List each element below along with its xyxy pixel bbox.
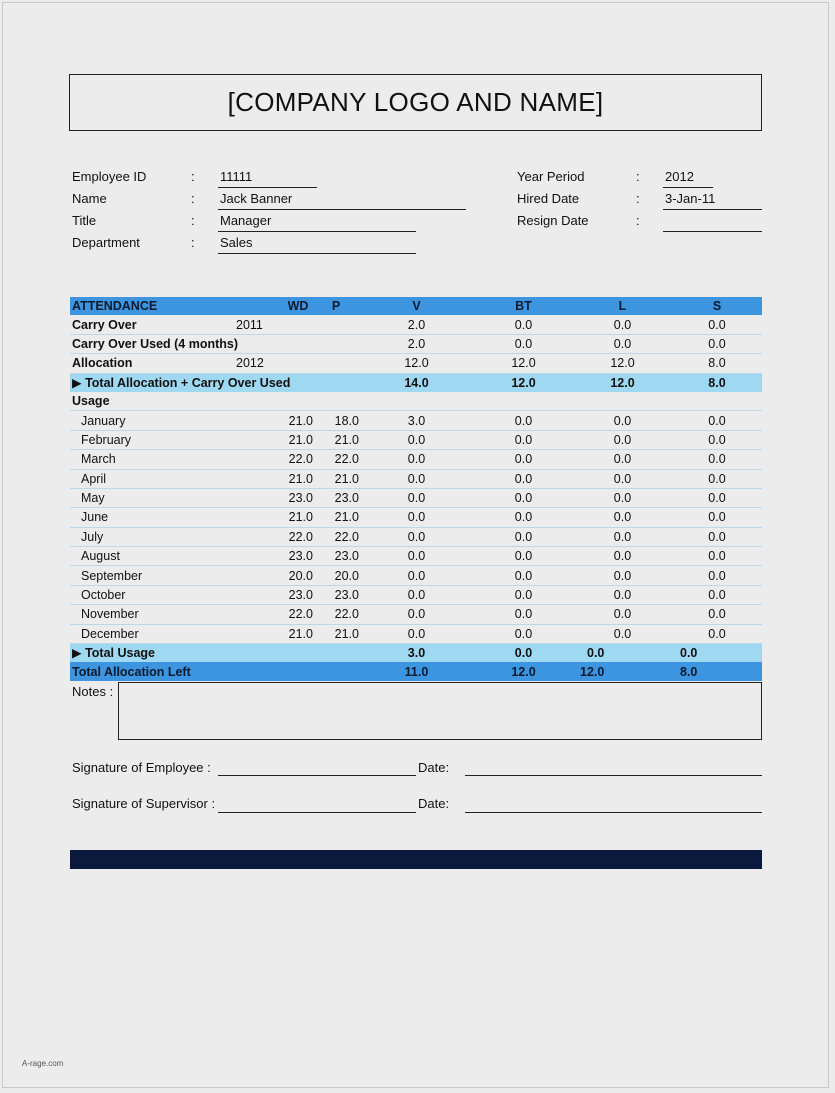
month-l: 0.0 bbox=[573, 469, 672, 488]
month-name: June bbox=[70, 508, 215, 527]
month-s: 0.0 bbox=[672, 488, 762, 507]
month-v: 0.0 bbox=[359, 585, 474, 604]
hired-date-field[interactable]: 3-Jan-11 bbox=[663, 190, 762, 210]
carry-over-used-s: 0.0 bbox=[672, 334, 762, 353]
month-name: October bbox=[70, 585, 215, 604]
year-period-label: Year Period bbox=[517, 169, 585, 184]
allocation-left-l: 12.0 bbox=[573, 662, 672, 680]
total-usage-row bbox=[70, 644, 762, 663]
allocation-row bbox=[70, 354, 762, 373]
month-l: 0.0 bbox=[573, 566, 672, 585]
month-v: 0.0 bbox=[359, 430, 474, 449]
month-bt: 0.0 bbox=[474, 547, 573, 566]
month-p: 22.0 bbox=[313, 527, 359, 546]
month-s: 0.0 bbox=[672, 469, 762, 488]
header-p: P bbox=[313, 297, 359, 315]
year-period-field[interactable]: 2012 bbox=[663, 168, 713, 188]
header-wd: WD bbox=[283, 297, 313, 315]
month-name: July bbox=[70, 527, 215, 546]
month-bt: 0.0 bbox=[474, 488, 573, 507]
month-p: 18.0 bbox=[313, 411, 359, 430]
month-name: January bbox=[70, 411, 215, 430]
allocation-v: 12.0 bbox=[359, 354, 474, 373]
month-name: May bbox=[70, 488, 215, 507]
carry-over-v: 2.0 bbox=[359, 315, 474, 334]
month-v: 0.0 bbox=[359, 469, 474, 488]
allocation-left-v: 11.0 bbox=[359, 662, 474, 680]
month-p: 23.0 bbox=[313, 547, 359, 566]
month-s: 0.0 bbox=[672, 527, 762, 546]
total-usage-label: ▶ Total Usage bbox=[70, 644, 359, 663]
supervisor-date-line[interactable] bbox=[465, 812, 762, 813]
month-s: 0.0 bbox=[672, 411, 762, 430]
carry-over-label: Carry Over bbox=[70, 315, 215, 334]
carry-over-year: 2011 bbox=[215, 315, 283, 334]
name-field[interactable]: Jack Banner bbox=[218, 190, 466, 210]
employee-signature-label: Signature of Employee : bbox=[72, 760, 211, 775]
title-field[interactable]: Manager bbox=[218, 212, 416, 232]
month-bt: 0.0 bbox=[474, 527, 573, 546]
usage-label: Usage bbox=[70, 392, 215, 411]
month-bt: 0.0 bbox=[474, 469, 573, 488]
month-p: 21.0 bbox=[313, 624, 359, 643]
month-wd: 22.0 bbox=[283, 605, 313, 624]
allocation-l: 12.0 bbox=[573, 354, 672, 373]
employee-id-field[interactable]: 11111 bbox=[218, 168, 317, 188]
month-name: September bbox=[70, 566, 215, 585]
name-row bbox=[0, 190, 835, 208]
carry-over-used-v: 2.0 bbox=[359, 334, 474, 353]
total-usage-bt: 0.0 bbox=[474, 644, 573, 663]
total-allocation-bt: 12.0 bbox=[474, 373, 573, 392]
month-wd: 20.0 bbox=[283, 566, 313, 585]
notes-label: Notes : bbox=[72, 684, 114, 699]
carry-over-used-row bbox=[70, 334, 762, 353]
month-s: 0.0 bbox=[672, 547, 762, 566]
hired-date-label: Hired Date bbox=[517, 191, 580, 206]
header-bt: BT bbox=[474, 297, 573, 315]
month-p: 22.0 bbox=[313, 450, 359, 469]
month-bt: 0.0 bbox=[474, 508, 573, 527]
carry-over-used-l: 0.0 bbox=[573, 334, 672, 353]
month-bt: 0.0 bbox=[474, 430, 573, 449]
month-v: 0.0 bbox=[359, 547, 474, 566]
month-row bbox=[70, 547, 762, 566]
allocation-label: Allocation bbox=[70, 354, 215, 373]
title-row bbox=[0, 212, 835, 230]
resign-date-label: Resign Date bbox=[517, 213, 589, 228]
month-v: 0.0 bbox=[359, 488, 474, 507]
department-field[interactable]: Sales bbox=[218, 234, 416, 254]
month-wd: 21.0 bbox=[283, 430, 313, 449]
resign-date-field[interactable] bbox=[663, 212, 762, 232]
department-label: Department bbox=[72, 235, 140, 250]
employee-id-row bbox=[0, 168, 835, 186]
month-v: 3.0 bbox=[359, 411, 474, 430]
month-row bbox=[70, 527, 762, 546]
carry-over-row bbox=[70, 315, 762, 334]
attendance-table bbox=[70, 297, 762, 681]
month-l: 0.0 bbox=[573, 624, 672, 643]
month-p: 20.0 bbox=[313, 566, 359, 585]
allocation-left-row bbox=[70, 662, 762, 680]
month-bt: 0.0 bbox=[474, 585, 573, 604]
month-row bbox=[70, 450, 762, 469]
supervisor-date-label: Date: bbox=[418, 796, 450, 811]
month-l: 0.0 bbox=[573, 488, 672, 507]
month-s: 0.0 bbox=[672, 585, 762, 604]
company-logo-placeholder bbox=[69, 74, 762, 131]
footer-bar bbox=[70, 850, 762, 869]
month-l: 0.0 bbox=[573, 411, 672, 430]
month-p: 21.0 bbox=[313, 469, 359, 488]
colon: : bbox=[636, 169, 640, 184]
month-bt: 0.0 bbox=[474, 624, 573, 643]
total-allocation-label: ▶ Total Allocation + Carry Over Used bbox=[70, 373, 359, 392]
month-wd: 23.0 bbox=[283, 547, 313, 566]
header-l: L bbox=[573, 297, 672, 315]
month-row bbox=[70, 488, 762, 507]
month-wd: 21.0 bbox=[283, 508, 313, 527]
month-row bbox=[70, 624, 762, 643]
employee-date-line[interactable] bbox=[465, 775, 762, 776]
month-bt: 0.0 bbox=[474, 411, 573, 430]
month-row bbox=[70, 508, 762, 527]
colon: : bbox=[191, 169, 195, 184]
month-p: 21.0 bbox=[313, 430, 359, 449]
colon: : bbox=[191, 235, 195, 250]
month-row bbox=[70, 430, 762, 449]
month-row bbox=[70, 411, 762, 430]
employee-date-label: Date: bbox=[418, 760, 450, 775]
supervisor-signature-label: Signature of Supervisor : bbox=[72, 796, 216, 811]
total-allocation-row bbox=[70, 373, 762, 392]
carry-over-l: 0.0 bbox=[573, 315, 672, 334]
month-wd: 23.0 bbox=[283, 585, 313, 604]
month-p: 23.0 bbox=[313, 585, 359, 604]
month-row bbox=[70, 585, 762, 604]
month-v: 0.0 bbox=[359, 624, 474, 643]
month-s: 0.0 bbox=[672, 508, 762, 527]
title-label: Title bbox=[72, 213, 97, 228]
allocation-left-label: Total Allocation Left bbox=[70, 662, 359, 680]
colon: : bbox=[636, 213, 640, 228]
usage-heading-row bbox=[70, 392, 762, 411]
month-name: November bbox=[70, 605, 215, 624]
month-row bbox=[70, 469, 762, 488]
month-l: 0.0 bbox=[573, 547, 672, 566]
month-wd: 21.0 bbox=[283, 624, 313, 643]
month-wd: 22.0 bbox=[283, 450, 313, 469]
month-v: 0.0 bbox=[359, 605, 474, 624]
month-row bbox=[70, 566, 762, 585]
month-bt: 0.0 bbox=[474, 450, 573, 469]
month-s: 0.0 bbox=[672, 430, 762, 449]
carry-over-s: 0.0 bbox=[672, 315, 762, 334]
month-wd: 23.0 bbox=[283, 488, 313, 507]
total-usage-v: 3.0 bbox=[359, 644, 474, 663]
month-l: 0.0 bbox=[573, 585, 672, 604]
attendance-header-row bbox=[70, 297, 762, 315]
allocation-bt: 12.0 bbox=[474, 354, 573, 373]
month-name: August bbox=[70, 547, 215, 566]
allocation-year: 2012 bbox=[215, 354, 283, 373]
month-l: 0.0 bbox=[573, 605, 672, 624]
total-allocation-v: 14.0 bbox=[359, 373, 474, 392]
month-wd: 21.0 bbox=[283, 411, 313, 430]
month-s: 0.0 bbox=[672, 566, 762, 585]
logo-text: [COMPANY LOGO AND NAME] bbox=[227, 87, 604, 117]
total-allocation-l: 12.0 bbox=[573, 373, 672, 392]
watermark: A-rage.com bbox=[22, 1059, 64, 1068]
month-l: 0.0 bbox=[573, 508, 672, 527]
total-usage-s: 0.0 bbox=[672, 644, 762, 663]
total-allocation-s: 8.0 bbox=[672, 373, 762, 392]
month-v: 0.0 bbox=[359, 508, 474, 527]
employee-id-label: Employee ID bbox=[72, 169, 147, 184]
colon: : bbox=[636, 191, 640, 206]
name-label: Name bbox=[72, 191, 107, 206]
month-p: 23.0 bbox=[313, 488, 359, 507]
month-p: 21.0 bbox=[313, 508, 359, 527]
notes-box[interactable] bbox=[118, 682, 762, 740]
month-name: March bbox=[70, 450, 215, 469]
header-attendance: ATTENDANCE bbox=[70, 297, 215, 315]
month-s: 0.0 bbox=[672, 450, 762, 469]
month-bt: 0.0 bbox=[474, 605, 573, 624]
allocation-left-bt: 12.0 bbox=[474, 662, 573, 680]
month-row bbox=[70, 605, 762, 624]
month-s: 0.0 bbox=[672, 605, 762, 624]
month-l: 0.0 bbox=[573, 450, 672, 469]
month-wd: 21.0 bbox=[283, 469, 313, 488]
month-bt: 0.0 bbox=[474, 566, 573, 585]
month-l: 0.0 bbox=[573, 430, 672, 449]
month-l: 0.0 bbox=[573, 527, 672, 546]
month-v: 0.0 bbox=[359, 566, 474, 585]
carry-over-used-bt: 0.0 bbox=[474, 334, 573, 353]
department-row bbox=[0, 234, 835, 252]
total-usage-l: 0.0 bbox=[573, 644, 672, 663]
supervisor-signature-line[interactable] bbox=[218, 812, 416, 813]
month-v: 0.0 bbox=[359, 450, 474, 469]
allocation-s: 8.0 bbox=[672, 354, 762, 373]
month-wd: 22.0 bbox=[283, 527, 313, 546]
allocation-left-s: 8.0 bbox=[672, 662, 762, 680]
colon: : bbox=[191, 191, 195, 206]
month-v: 0.0 bbox=[359, 527, 474, 546]
month-s: 0.0 bbox=[672, 624, 762, 643]
colon: : bbox=[191, 213, 195, 228]
carry-over-used-label: Carry Over Used (4 months) bbox=[70, 334, 313, 353]
header-s: S bbox=[672, 297, 762, 315]
employee-signature-line[interactable] bbox=[218, 775, 416, 776]
carry-over-bt: 0.0 bbox=[474, 315, 573, 334]
month-name: April bbox=[70, 469, 215, 488]
month-name: February bbox=[70, 430, 215, 449]
month-name: December bbox=[70, 624, 215, 643]
header-v: V bbox=[359, 297, 474, 315]
month-p: 22.0 bbox=[313, 605, 359, 624]
